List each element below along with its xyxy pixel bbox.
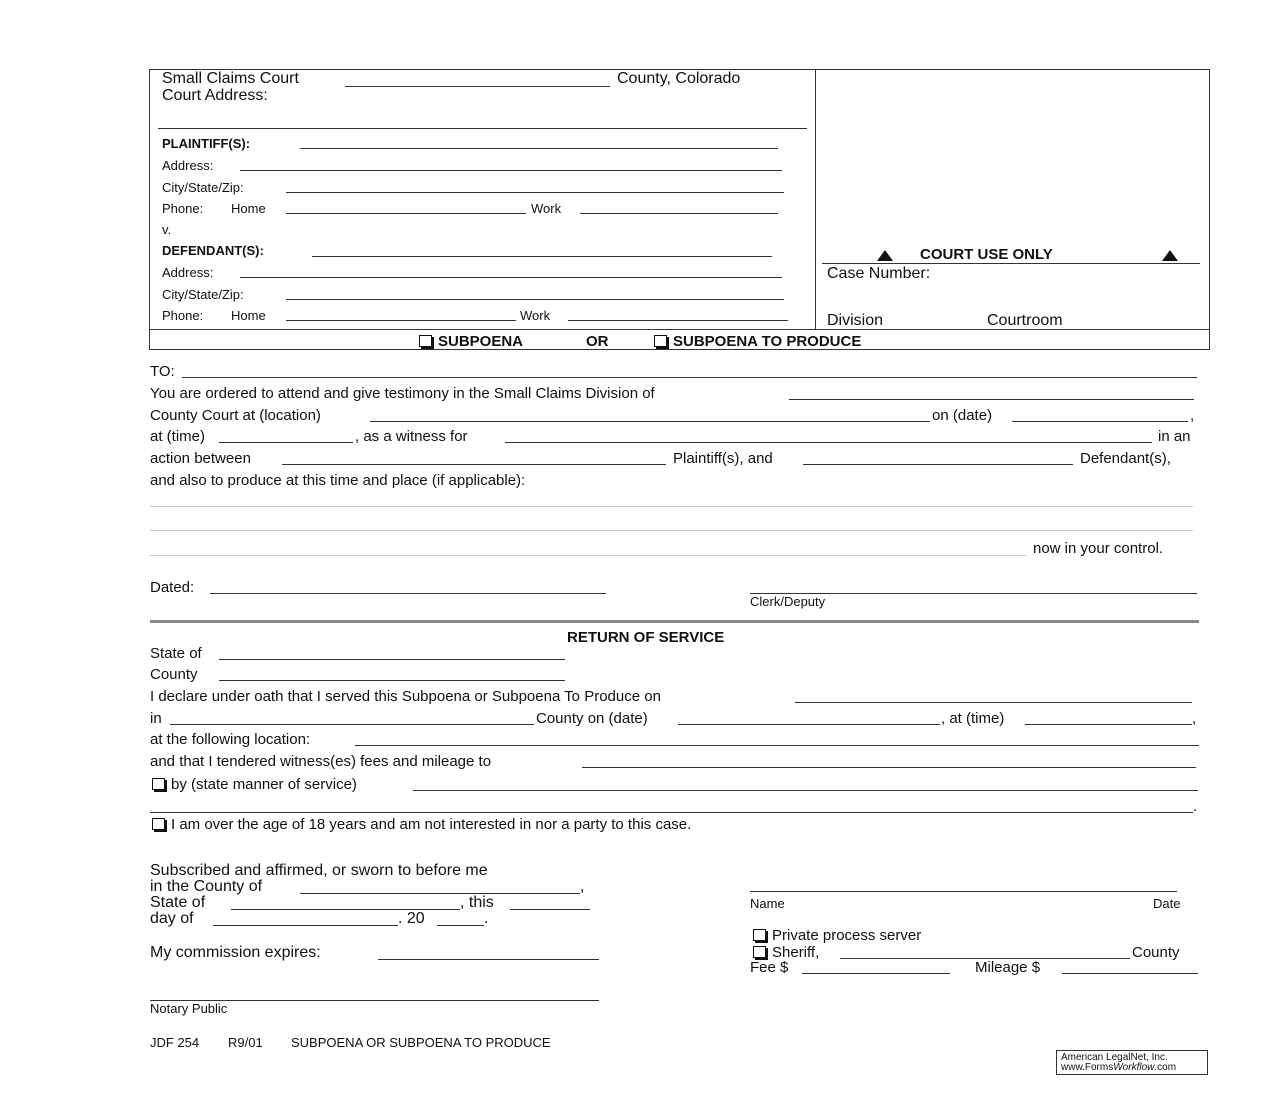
server-signature-field[interactable] [750, 891, 1177, 892]
county-court-field[interactable] [789, 399, 1194, 400]
sheriff-county-label: County [1132, 944, 1180, 961]
subpoena-to-produce-option[interactable] [654, 333, 861, 350]
produce-text: and also to produce at this time and place (if applicable): [150, 472, 526, 489]
date-label: Date [1153, 896, 1181, 911]
witness-for-field[interactable] [505, 442, 1152, 443]
versus-label: v. [162, 222, 172, 237]
plaintiff-address-field[interactable] [240, 170, 782, 171]
produce-line-1[interactable] [150, 506, 1193, 507]
plaintiff-label: PLAINTIFF(S): [162, 136, 251, 151]
to-field[interactable] [182, 377, 1197, 378]
form-id: JDF 254 [150, 1035, 200, 1050]
notary-this-field[interactable] [510, 909, 590, 910]
private-server-checkbox[interactable] [753, 929, 766, 941]
form-title: SUBPOENA OR SUBPOENA TO PRODUCE [291, 1035, 551, 1050]
defendant-phone-label: Phone: [162, 308, 204, 323]
location-label: at the following location: [150, 731, 311, 748]
age-statement: I am over the age of 18 years and am not interested in nor a party to this case. [171, 816, 692, 833]
age-checkbox[interactable] [152, 818, 165, 830]
served-county-field[interactable] [170, 724, 534, 725]
manner-checkbox[interactable] [152, 778, 165, 790]
defendant-work-label: Work [520, 308, 551, 323]
control-text: now in your control. [1033, 540, 1164, 557]
courtroom-label: Courtroom [987, 312, 1063, 329]
name-label: Name [750, 896, 785, 911]
action-between-label: action between [150, 450, 251, 467]
year-prefix: . 20 [398, 910, 425, 927]
subscribed-text: Subscribed and affirmed, or sworn to before me [150, 862, 488, 879]
defendants-label: Defendant(s), [1080, 450, 1171, 467]
period-text: . [484, 910, 489, 927]
day-of-label: day of [150, 910, 194, 927]
served-location-field[interactable] [355, 745, 1199, 746]
defendant-work-phone-field[interactable] [568, 320, 788, 321]
subpoena-label: SUBPOENA [438, 333, 524, 350]
tendered-to-field[interactable] [582, 767, 1196, 768]
defendant-address-label: Address: [162, 265, 214, 280]
up-triangle-icon [1162, 250, 1178, 261]
location-label: County Court at (location) [150, 407, 321, 424]
manner-option[interactable] [152, 776, 357, 793]
defendant-home-phone-field[interactable] [286, 320, 516, 321]
dated-field[interactable] [210, 593, 606, 594]
county-suffix: County, Colorado [617, 70, 741, 87]
defendant-city-label: City/State/Zip: [162, 287, 244, 302]
plaintiff-name-field[interactable] [300, 148, 778, 149]
dated-label: Dated: [150, 579, 195, 596]
tendered-text: and that I tendered witness(es) fees and mileage to [150, 753, 492, 770]
plaintiff-city-field[interactable] [286, 192, 784, 193]
to-label: TO: [150, 363, 175, 380]
date-field[interactable] [1012, 421, 1188, 422]
plaintiff-party-field[interactable] [282, 464, 666, 465]
private-server-option[interactable] [753, 927, 921, 944]
location-field[interactable] [370, 421, 930, 422]
county-on-date-label: County on (date) [536, 710, 648, 727]
case-number-label: Case Number: [827, 265, 931, 282]
caption-box [149, 69, 1210, 350]
court-use-only-heading: COURT USE ONLY [920, 246, 1053, 263]
division-label: Division [827, 312, 884, 329]
state-label: State of [150, 645, 202, 662]
defendant-label: DEFENDANT(S): [162, 243, 264, 258]
manner-field-line2[interactable] [150, 812, 1193, 813]
sheriff-checkbox[interactable] [753, 946, 766, 958]
produce-line-3[interactable] [150, 555, 1026, 556]
comma-text: , [1192, 710, 1197, 727]
county-label: County [150, 666, 198, 683]
plaintiff-home-phone-field[interactable] [286, 213, 526, 214]
notary-day-field[interactable] [213, 925, 398, 926]
plaintiff-work-label: Work [531, 201, 562, 216]
county-name-field[interactable] [345, 86, 610, 87]
fee-field[interactable] [802, 973, 950, 974]
in-county-label: in the County of [150, 878, 263, 895]
website-prefix: www.Forms [1061, 1062, 1114, 1073]
section-divider [150, 620, 1199, 623]
fee-label: Fee $ [750, 959, 789, 976]
time-label: at (time) [150, 428, 206, 445]
period-text: . [1193, 798, 1198, 815]
comma-text: , [1190, 407, 1195, 424]
plaintiffs-and-label: Plaintiff(s), and [673, 450, 773, 467]
commission-label: My commission expires: [150, 944, 321, 961]
subpoena-to-produce-label: SUBPOENA TO PRODUCE [673, 333, 862, 350]
website-suffix: .com [1154, 1062, 1177, 1073]
commission-field[interactable] [378, 959, 599, 960]
website-italic: Workflow [1113, 1062, 1155, 1073]
form-revision: R9/01 [228, 1035, 263, 1050]
notary-county-field[interactable] [300, 893, 580, 894]
county-field[interactable] [219, 680, 565, 681]
court-address-field[interactable] [158, 128, 807, 129]
subpoena-checkbox[interactable] [419, 335, 432, 347]
this-label: , this [460, 894, 494, 911]
defendant-name-field[interactable] [312, 256, 772, 257]
notary-state-field[interactable] [231, 909, 460, 910]
witness-label: , as a witness for [355, 428, 468, 445]
declare-text: I declare under oath that I served this Subpoena or Subpoena To Produce on [150, 688, 661, 705]
manner-label: by (state manner of service) [171, 776, 357, 793]
subpoena-to-produce-checkbox[interactable] [654, 335, 667, 347]
comma-text: , [580, 878, 585, 895]
notary-year-field[interactable] [437, 925, 484, 926]
served-on-field[interactable] [795, 702, 1192, 703]
clerk-deputy-label: Clerk/Deputy [750, 594, 826, 609]
age-option[interactable] [152, 816, 691, 833]
at-time-label: , at (time) [941, 710, 1005, 727]
caption-divider-vertical [815, 69, 816, 329]
plaintiff-work-phone-field[interactable] [580, 213, 778, 214]
defendant-party-field[interactable] [803, 464, 1073, 465]
in-label: in [150, 710, 162, 727]
notary-state-label: State of [150, 894, 206, 911]
plaintiff-city-label: City/State/Zip: [162, 180, 244, 195]
defendant-city-field[interactable] [286, 299, 784, 300]
return-of-service-heading: RETURN OF SERVICE [567, 629, 725, 646]
in-an-text: in an [1158, 428, 1191, 445]
up-triangle-icon [877, 250, 893, 261]
publisher-name: American LegalNet, Inc. [1061, 1052, 1168, 1063]
or-label: OR [586, 333, 609, 350]
publisher-website [1061, 1062, 1176, 1073]
plaintiff-address-label: Address: [162, 158, 214, 173]
court-use-divider [822, 263, 1200, 264]
private-server-label: Private process server [772, 927, 922, 944]
defendant-address-field[interactable] [240, 277, 782, 278]
manner-field[interactable] [413, 790, 1198, 791]
defendant-home-label: Home [231, 308, 266, 323]
plaintiff-phone-label: Phone: [162, 201, 204, 216]
state-field[interactable] [219, 659, 565, 660]
notary-public-label: Notary Public [150, 1001, 228, 1016]
court-address-label: Court Address: [162, 87, 268, 104]
plaintiff-home-label: Home [231, 201, 266, 216]
mileage-field[interactable] [1062, 973, 1198, 974]
time-field[interactable] [219, 442, 353, 443]
date-label: on (date) [932, 407, 993, 424]
court-name-prefix: Small Claims Court [162, 70, 299, 87]
produce-line-2[interactable] [150, 530, 1193, 531]
served-time-field[interactable] [1025, 724, 1192, 725]
mileage-label: Mileage $ [975, 959, 1041, 976]
caption-divider-horizontal [149, 329, 1210, 330]
served-date-field[interactable] [678, 724, 940, 725]
sheriff-label: Sheriff, [772, 944, 820, 961]
order-text-line1: You are ordered to attend and give testimony in the Small Claims Division of [150, 385, 655, 402]
subpoena-option[interactable] [419, 333, 523, 350]
